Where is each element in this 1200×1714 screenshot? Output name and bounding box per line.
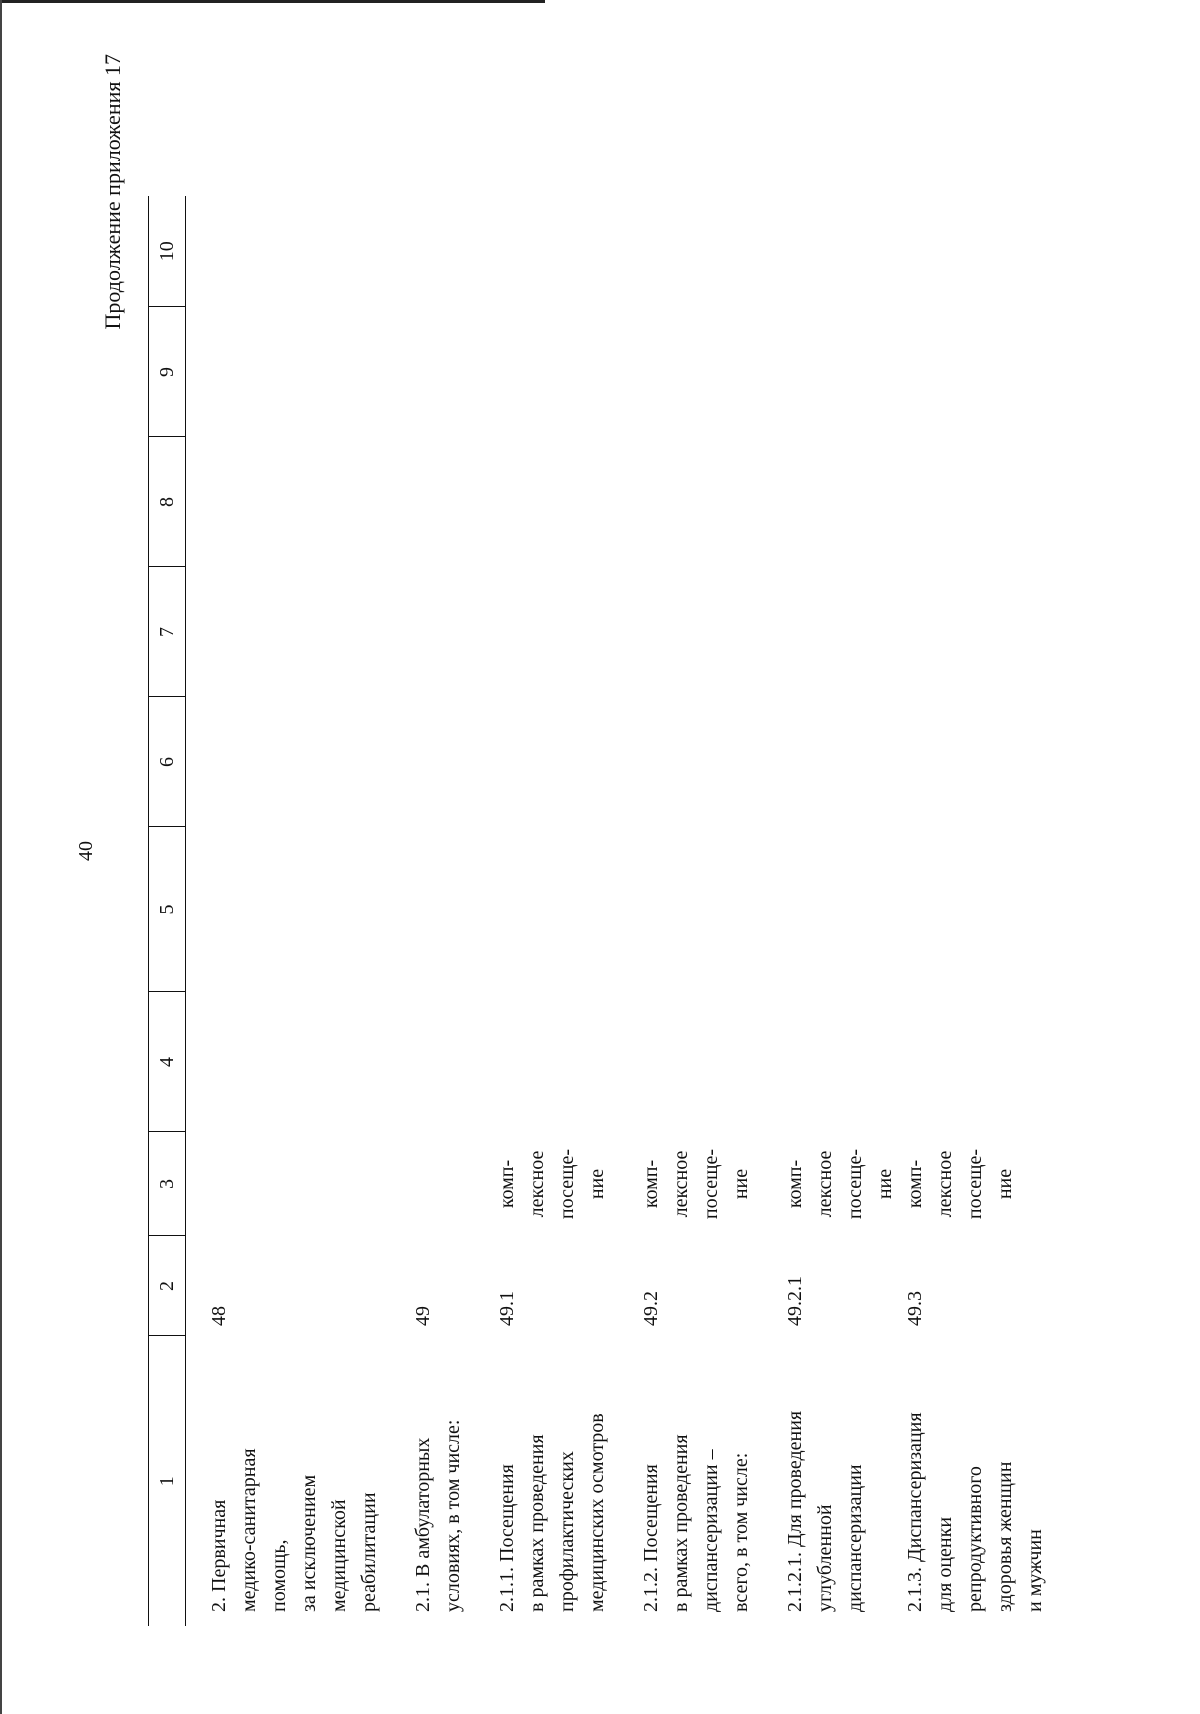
row-empty-cell-7 [408, 567, 492, 697]
row-name-line: медицинской [328, 1499, 350, 1612]
row-unit-line: ние [874, 1168, 896, 1200]
row-empty-cell-8 [900, 437, 1074, 567]
row-empty-cell-4 [492, 992, 636, 1132]
row-unit-line: посеще- [964, 1148, 986, 1220]
row-name-line: реабилитации [358, 1492, 380, 1612]
row-unit-line: комп- [904, 1159, 926, 1209]
row-empty-cell-4 [780, 992, 900, 1132]
row-code-cell: 49.2 [640, 1291, 662, 1326]
header-cell-2: 2 [149, 1236, 186, 1336]
row-name-line: для оценки [934, 1516, 956, 1612]
row-name-line: углубленной [814, 1504, 836, 1612]
row-empty-cell-7 [636, 567, 780, 697]
row-unit-line: лексное [934, 1150, 956, 1218]
row-unit-line: ние [586, 1168, 608, 1200]
row-name-line: диспансеризации [844, 1464, 866, 1612]
row-empty-cell-7 [492, 567, 636, 697]
row-code-cell: 49 [412, 1306, 434, 1326]
row-name-line: 2.1. В амбулаторных [412, 1437, 434, 1612]
row-empty-cell-8 [186, 437, 409, 567]
table-row [492, 196, 636, 1626]
row-empty-cell-8 [408, 437, 492, 567]
row-name-line: медико-санитарная [238, 1448, 260, 1612]
row-unit-line: комп- [640, 1159, 662, 1209]
row-empty-cell-10 [780, 196, 900, 307]
row-unit-line: лексное [814, 1150, 836, 1218]
row-unit-cell [492, 1132, 636, 1236]
header-cell-3: 3 [149, 1132, 186, 1236]
table-row [636, 196, 780, 1626]
row-empty-cell-6 [780, 697, 900, 827]
row-empty-cell-5 [408, 827, 492, 992]
row-empty-cell-8 [636, 437, 780, 567]
row-empty-cell-10 [636, 196, 780, 307]
row-name-line: в рамках проведения [670, 1434, 692, 1612]
row-unit-line: лексное [526, 1150, 548, 1218]
row-code-cell: 49.3 [904, 1291, 926, 1326]
row-unit-cell [780, 1132, 900, 1236]
row-unit-line: посеще- [556, 1148, 578, 1220]
row-unit-cell [636, 1132, 780, 1236]
row-unit-line: посеще- [700, 1148, 722, 1220]
row-empty-cell-7 [186, 567, 409, 697]
row-name-line: медицинских осмотров [586, 1413, 608, 1612]
row-empty-cell-6 [636, 697, 780, 827]
row-code-cell: 48 [208, 1306, 230, 1326]
row-name-line: помощь, [268, 1539, 290, 1612]
row-empty-cell-9 [492, 307, 636, 437]
row-unit-cell [900, 1132, 1074, 1236]
row-name-cell [636, 1336, 780, 1626]
header-cell-10: 10 [149, 196, 186, 307]
row-empty-cell-10 [900, 196, 1074, 307]
row-empty-cell-5 [900, 827, 1074, 992]
row-empty-cell-4 [636, 992, 780, 1132]
row-name-line: за исключением [298, 1474, 320, 1612]
row-unit-line: ние [730, 1168, 752, 1200]
row-unit-line: лексное [670, 1150, 692, 1218]
row-empty-cell-9 [636, 307, 780, 437]
header-cell-9: 9 [149, 307, 186, 437]
row-empty-cell-5 [492, 827, 636, 992]
row-empty-cell-10 [186, 196, 409, 307]
page-number: 40 [75, 841, 97, 861]
row-unit-line: посеще- [844, 1148, 866, 1220]
table-row [900, 196, 1074, 1626]
row-code-cell: 49.2.1 [784, 1276, 806, 1326]
row-empty-cell-6 [408, 697, 492, 827]
table-row [186, 196, 409, 1626]
header-cell-7: 7 [149, 567, 186, 697]
row-unit-cell [408, 1132, 492, 1236]
row-empty-cell-4 [186, 992, 409, 1132]
row-name-line: 2.1.2. Посещения [640, 1464, 662, 1612]
row-name-line: условиях, в том числе: [442, 1419, 464, 1612]
row-empty-cell-10 [408, 196, 492, 307]
row-empty-cell-9 [186, 307, 409, 437]
row-empty-cell-8 [780, 437, 900, 567]
header-cell-4: 4 [149, 992, 186, 1132]
row-name-line: 2.1.2.1. Для проведения [784, 1410, 806, 1612]
row-unit-line: комп- [496, 1159, 518, 1209]
row-name-line: и мужчин [1024, 1529, 1046, 1612]
table-body [186, 196, 1075, 1626]
row-empty-cell-6 [492, 697, 636, 827]
row-empty-cell-6 [900, 697, 1074, 827]
row-name-line: всего, в том числе: [730, 1452, 752, 1612]
row-empty-cell-8 [492, 437, 636, 567]
row-name-line: здоровья женщин [994, 1461, 1016, 1612]
header-cell-8: 8 [149, 437, 186, 567]
row-empty-cell-10 [492, 196, 636, 307]
row-empty-cell-9 [900, 307, 1074, 437]
row-empty-cell-5 [186, 827, 409, 992]
row-empty-cell-9 [780, 307, 900, 437]
row-empty-cell-5 [636, 827, 780, 992]
appendix-caption: Продолжение приложения 17 [100, 54, 125, 330]
header-cell-1: 1 [149, 1336, 186, 1626]
row-code-cell: 49.1 [496, 1291, 518, 1326]
row-name-line: 2.1.1. Посещения [496, 1464, 518, 1612]
row-empty-cell-9 [408, 307, 492, 437]
header-cell-5: 5 [149, 827, 186, 992]
row-name-line: репродуктивного [964, 1466, 986, 1612]
header-cell-6: 6 [149, 697, 186, 827]
row-empty-cell-7 [900, 567, 1074, 697]
row-name-cell [492, 1336, 636, 1626]
row-name-cell [900, 1336, 1074, 1626]
header-row [149, 196, 186, 1626]
row-name-line: профилактических [556, 1451, 578, 1612]
row-empty-cell-4 [408, 992, 492, 1132]
row-empty-cell-6 [186, 697, 409, 827]
row-empty-cell-4 [900, 992, 1074, 1132]
row-empty-cell-5 [780, 827, 900, 992]
table-row [780, 196, 900, 1626]
row-name-line: диспансеризации – [700, 1449, 722, 1612]
row-name-line: в рамках проведения [526, 1434, 548, 1612]
row-name-cell [408, 1336, 492, 1626]
row-name-cell [780, 1336, 900, 1626]
row-name-line: 2.1.3. Диспансеризация [904, 1412, 926, 1612]
row-unit-line: комп- [784, 1159, 806, 1209]
row-unit-line: ние [994, 1168, 1016, 1200]
data-table [148, 196, 1074, 1626]
row-unit-cell [186, 1132, 409, 1236]
row-empty-cell-7 [780, 567, 900, 697]
row-name-cell [186, 1336, 409, 1626]
row-name-line: 2. Первичная [208, 1499, 230, 1612]
table-row [408, 196, 492, 1626]
